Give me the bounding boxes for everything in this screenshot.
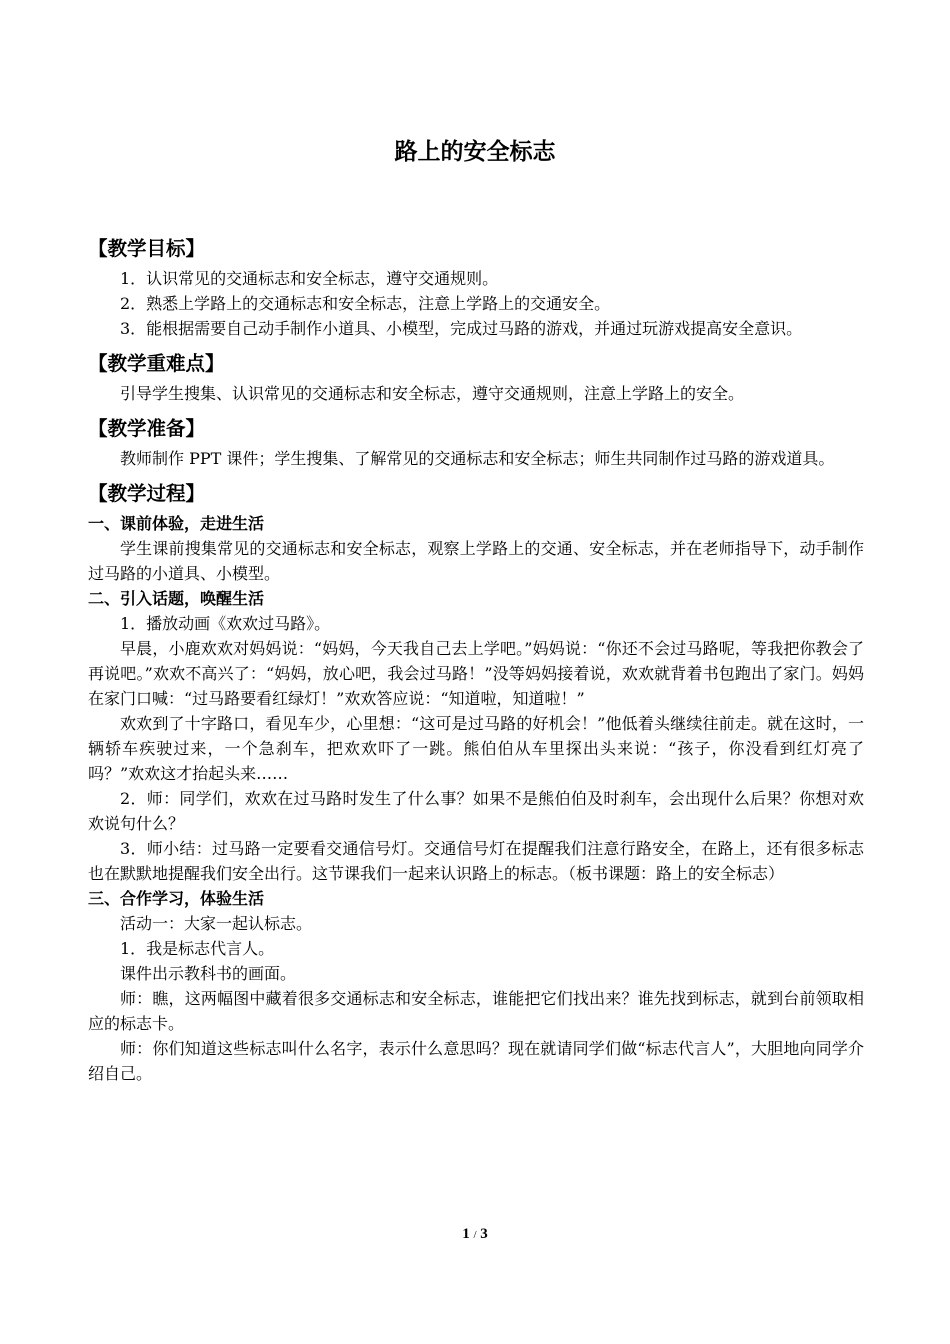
paragraph: 1．播放动画《欢欢过马路》。 — [120, 614, 331, 633]
paragraph: 2．师：同学们，欢欢在过马路时发生了什么事？如果不是熊伯伯及时刹车，会出现什么后果？你想对欢欢说句什么？ — [88, 789, 864, 833]
paragraph: 欢欢到了十字路口，看见车少，心里想：“这可是过马路的好机会！”他低着头继续往前走。就在这时，一辆轿车疾驶过来，一个急刹车，把欢欢吓了一跳。熊伯伯从车里探出头来说：“孩子，你没看到红灯亮了吗？”欢欢这才抬起头来…… — [88, 714, 864, 783]
key-points-text: 引导学生搜集、认识常见的交通标志和安全标志，遵守交通规则，注意上学路上的安全。 — [120, 384, 745, 403]
page-title: 路上的安全标志 — [394, 139, 556, 165]
process-part-title: 二、引入话题，唤醒生活 — [88, 589, 265, 608]
paragraph: 课件出示教科书的画面。 — [120, 964, 297, 983]
paragraph: 3．师小结：过马路一定要看交通信号灯。交通信号灯在提醒我们注意行路安全，在路上，还有很多标志也在默默地提醒我们安全出行。这节课我们一起来认识路上的标志。（板书课题：路上的安全标志） — [88, 839, 864, 883]
paragraph: 1．我是标志代言人。 — [120, 939, 275, 958]
section-heading-process: 【教学过程】 — [88, 482, 206, 505]
page-number-current: 1 — [462, 1226, 470, 1242]
paragraph: 学生课前搜集常见的交通标志和安全标志，观察上学路上的交通、安全标志，并在老师指导下，动手制作过马路的小道具、小模型。 — [88, 539, 864, 583]
paragraph: 师：瞧，这两幅图中藏着很多交通标志和安全标志，谁能把它们找出来？谁先找到标志，就到台前领取相应的标志卡。 — [88, 989, 864, 1033]
page-number-total: 3 — [480, 1226, 488, 1242]
section-heading-key-points: 【教学重难点】 — [88, 352, 225, 375]
process-part-title: 一、课前体验，走进生活 — [88, 514, 265, 533]
paragraph: 师：你们知道这些标志叫什么名字，表示什么意思吗？现在就请同学们做“标志代言人”，大胆地向同学介绍自己。 — [88, 1039, 864, 1083]
goal-item: 1．认识常见的交通标志和安全标志，遵守交通规则。 — [120, 269, 499, 288]
page-number-separator: / — [473, 1229, 477, 1241]
paragraph: 早晨，小鹿欢欢对妈妈说：“妈妈，今天我自己去上学吧。”妈妈说：“你还不会过马路呢，等我把你教会了再说吧。”欢欢不高兴了：“妈妈，放心吧，我会过马路！”没等妈妈接着说，欢欢就背着书包跑出了家门。妈妈在家门口喊：“过马路要看红绿灯！”欢欢答应说：“知道啦，知道啦！” — [88, 639, 864, 708]
process-part-title: 三、合作学习，体验生活 — [88, 889, 265, 908]
preparation-text: 教师制作 PPT 课件；学生搜集、了解常见的交通标志和安全标志；师生共同制作过马路的游戏道具。 — [120, 449, 835, 468]
page-number — [0, 1226, 950, 1243]
document-body — [88, 232, 864, 1086]
paragraph: 活动一：大家一起认标志。 — [120, 914, 313, 933]
section-heading-preparation: 【教学准备】 — [88, 417, 206, 440]
goal-item: 2．熟悉上学路上的交通标志和安全标志，注意上学路上的交通安全。 — [120, 294, 611, 313]
section-heading-goals: 【教学目标】 — [88, 237, 206, 260]
goal-item: 3．能根据需要自己动手制作小道具、小模型，完成过马路的游戏，并通过玩游戏提高安全意识。 — [120, 319, 803, 338]
